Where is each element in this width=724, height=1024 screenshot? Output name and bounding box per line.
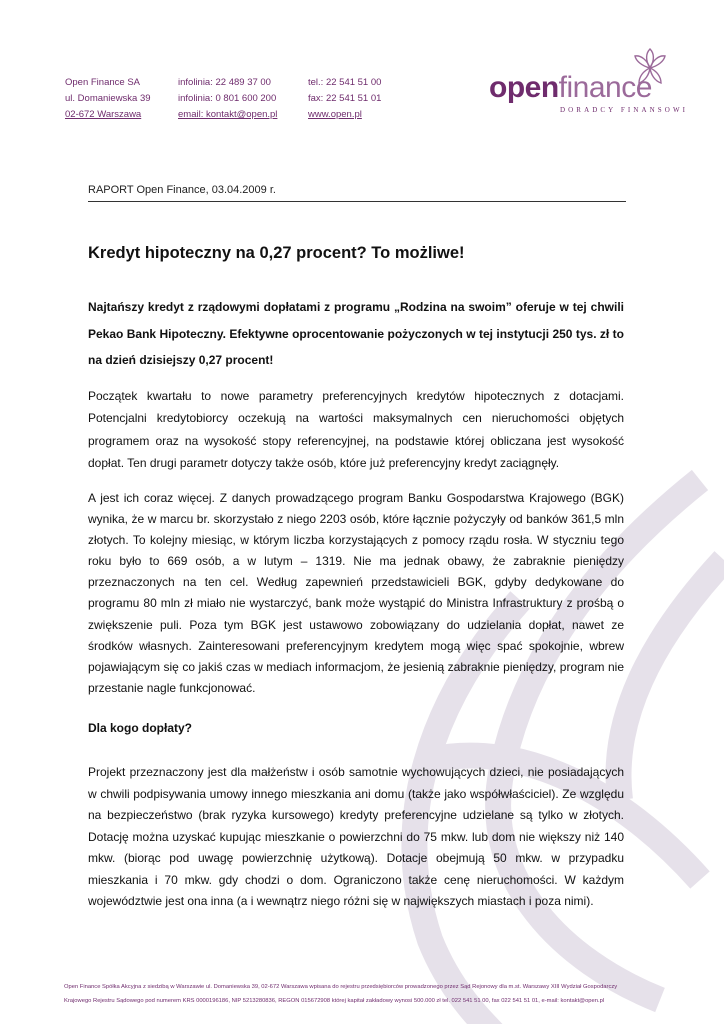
header-hotlines	[178, 75, 277, 123]
lead-paragraph: Najtańszy kredyt z rządowymi dopłatami z programu „Rodzina na swoim” oferuje w tej chwili Pekao Bank Hipoteczny. Efektywne oprocentowanie pożyczonych w tej instytucji 250 tys. zł to na dzień dzisiejszy 0,27 procent!	[88, 300, 624, 367]
logo-tagline: DORADCY FINANSOWI	[560, 106, 689, 114]
logo-wordmark	[489, 71, 652, 105]
hotline-1: infolinia: 22 489 37 00	[178, 77, 271, 88]
footer-line-2: Krajowego Rejestru Sądowego pod numerem KRS 0000196186, NIP 5213280836, REGON 015672908 której kapitał zakładowy wynosi 500.000 zł tel. 022 541 51 00, fax 022 541 51 01, e-mail: kontakt@open.pl	[64, 998, 605, 1004]
body-paragraph-3: Projekt przeznaczony jest dla małżeństw i osób samotnie wychowujących dzieci, nie posiadających w chwili podpisywania umowy innego mieszkania ani domu (także jako współwłaściciel). Ze względu na bezpieczeństwo (brak ryzyka kursowego) kredyty preferencyjne udzielane są tylko w złotych. Dotację można uzyskać kupując mieszkanie o powierzchni do 75 mkw. lub dom nie większy niż 140 mkw. (biorąc pod uwagę powierzchnię użytkową). Dotacje obejmują 50 mkw. w przypadku mieszkania i 70 mkw. gdy chodzi o dom. Ograniczono także cenę nieruchomości. W każdym województwie jest ona inna (a i wewnątrz niego różni się w największych miastach i poza nimi).	[88, 765, 624, 908]
company-street: ul. Domaniewska 39	[65, 93, 151, 104]
footer-line-1: Open Finance Spółka Akcyjna z siedzibą w Warszawie ul. Domaniewska 39, 02-672 Warszawa wpisana do rejestru przedsiębiorców prowadzonego przez Sąd Rejonowy dla m.st. Warszawy XIII Wydział Gospodarczy	[64, 984, 618, 990]
header-phones	[308, 75, 381, 123]
body-paragraph-2: A jest ich coraz więcej. Z danych prowadzącego program Banku Gospodarstwa Krajowego (BGK) wynika, że w marcu br. skorzystało z niego 2203 osób, które łącznie pożyczyły od banków 361,5 mln złotych. To kolejny miesiąc, w którym liczba korzystających z pomocy rządu rosła. W styczniu tego roku było to 669 osób, a w lutym – 1319. Nie ma jednak obawy, że zabraknie pieniędzy przeznaczonych na ten cel. Według zapewnień przedstawicieli BGK, gdyby dedykowane do programu 80 mln zł miało nie wystarczyć, bank może wystąpić do Ministra Infrastruktury z prośbą o zwiększenie puli. Poza tym BGK jest ustawowo zobowiązany do udzielania dopłat, nawet ze środków własnych. Zainteresowani preferencyjnym kredytem mogą więc spać spokojnie, wbrew pojawiającym się co jakiś czas w mediach informacjom, że jesienią zabraknie pieniędzy, program nie przestanie nagle funkcjonować.	[88, 491, 624, 695]
legal-footer	[64, 980, 676, 1008]
open-finance-logo	[489, 48, 689, 120]
fax-number: fax: 22 541 51 01	[308, 93, 382, 104]
body-paragraph-1: Początek kwartału to nowe parametry preferencyjnych kredytów hipotecznych z dotacjami. Potencjalni kredytobiorcy oczekują na wartości maksymalnych cen nieruchomości objętych programem oraz na wysokość stopy referencyjnej, na podstawie której obliczana jest wysokość dopłat. Ten drugi parametr dotyczy także osób, które już preferencyjny kredyt zaciągnęły.	[88, 389, 624, 471]
website-link[interactable]: www.open.pl	[308, 109, 362, 120]
logo-word-finance: finance	[558, 71, 652, 104]
header-divider	[88, 201, 626, 202]
article-title: Kredyt hipoteczny na 0,27 procent? To możliwe!	[88, 244, 465, 262]
hotline-2: infolinia: 0 801 600 200	[178, 93, 277, 104]
section-heading: Dla kogo dopłaty?	[88, 721, 193, 735]
logo-word-open: open	[489, 71, 559, 104]
phone-number: tel.: 22 541 51 00	[308, 77, 382, 88]
company-name: Open Finance SA	[65, 77, 140, 88]
report-date-line: RAPORT Open Finance, 03.04.2009 r.	[88, 184, 276, 196]
contact-email-link[interactable]: email: kontakt@open.pl	[178, 109, 278, 120]
header-company-info	[65, 75, 151, 123]
company-city: 02-672 Warszawa	[65, 109, 142, 120]
